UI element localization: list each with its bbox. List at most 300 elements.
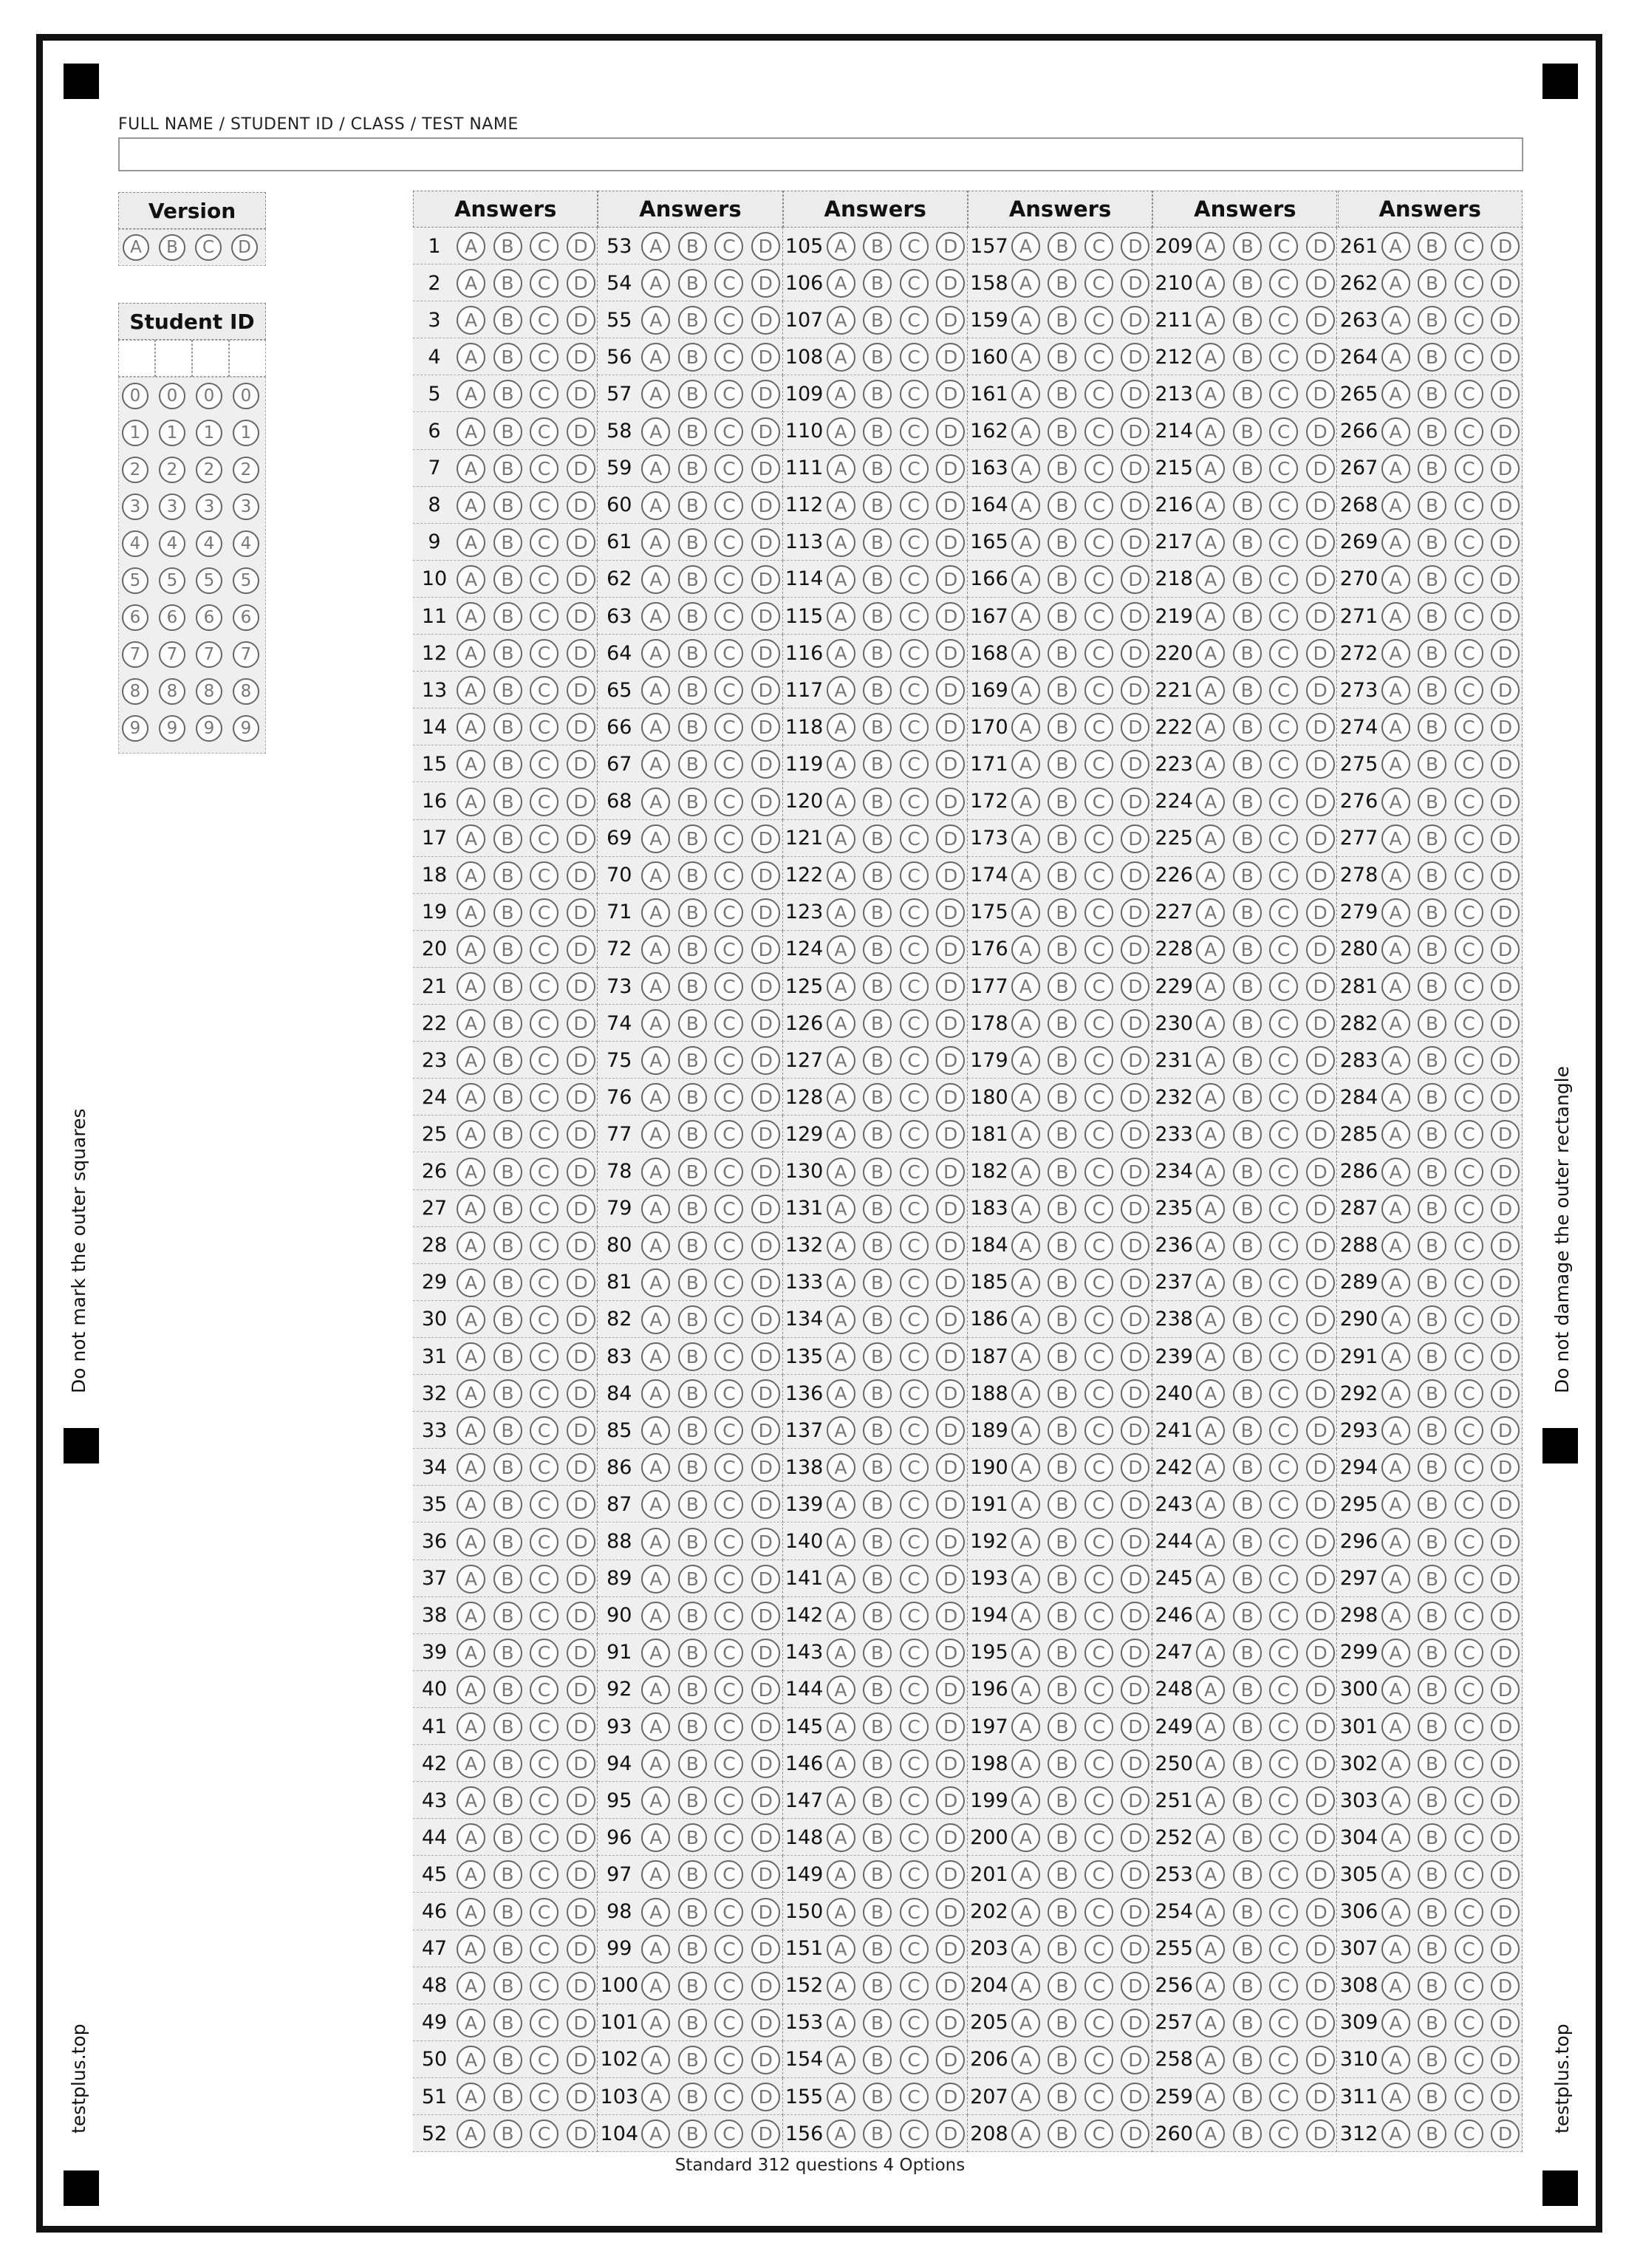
- answer-bubble-c[interactable]: C: [1084, 1786, 1113, 1815]
- answer-bubble-d[interactable]: D: [936, 1268, 965, 1297]
- answer-bubble-b[interactable]: B: [1233, 269, 1262, 298]
- answer-bubble-d[interactable]: D: [1121, 639, 1149, 668]
- answer-bubble-c[interactable]: C: [1455, 1453, 1483, 1482]
- answer-bubble-c[interactable]: C: [1455, 1379, 1483, 1408]
- answer-bubble-d[interactable]: D: [567, 788, 595, 816]
- answer-bubble-a[interactable]: A: [1381, 1528, 1410, 1557]
- answer-bubble-c[interactable]: C: [1269, 232, 1298, 261]
- answer-bubble-a[interactable]: A: [1196, 824, 1225, 853]
- answer-bubble-a[interactable]: A: [1196, 1676, 1225, 1704]
- answer-bubble-d[interactable]: D: [1121, 528, 1149, 557]
- answer-bubble-c[interactable]: C: [714, 1009, 743, 1038]
- answer-bubble-a[interactable]: A: [827, 1935, 855, 1964]
- answer-bubble-c[interactable]: C: [530, 1639, 558, 1667]
- answer-bubble-b[interactable]: B: [863, 1898, 892, 1927]
- answer-bubble-a[interactable]: A: [1011, 898, 1040, 927]
- answer-bubble-c[interactable]: C: [1084, 1305, 1113, 1334]
- answer-bubble-a[interactable]: A: [827, 2009, 855, 2038]
- answer-bubble-d[interactable]: D: [1491, 269, 1520, 298]
- answer-bubble-a[interactable]: A: [641, 1898, 670, 1927]
- answer-bubble-c[interactable]: C: [900, 1712, 929, 1741]
- student-id-bubble[interactable]: 4: [159, 530, 185, 557]
- answer-bubble-a[interactable]: A: [641, 676, 670, 705]
- answer-bubble-b[interactable]: B: [678, 1305, 707, 1334]
- answer-bubble-c[interactable]: C: [714, 676, 743, 705]
- answer-bubble-a[interactable]: A: [457, 343, 485, 372]
- answer-bubble-c[interactable]: C: [1269, 2120, 1298, 2148]
- answer-bubble-b[interactable]: B: [1233, 343, 1262, 372]
- answer-bubble-a[interactable]: A: [1196, 1565, 1225, 1594]
- answer-bubble-b[interactable]: B: [1233, 1823, 1262, 1852]
- answer-bubble-b[interactable]: B: [678, 1083, 707, 1112]
- answer-bubble-b[interactable]: B: [678, 1416, 707, 1445]
- answer-bubble-c[interactable]: C: [900, 1602, 929, 1630]
- answer-bubble-d[interactable]: D: [1306, 2009, 1335, 2038]
- answer-bubble-a[interactable]: A: [1011, 269, 1040, 298]
- answer-bubble-a[interactable]: A: [1196, 1823, 1225, 1852]
- answer-bubble-b[interactable]: B: [1048, 380, 1076, 409]
- answer-bubble-b[interactable]: B: [863, 528, 892, 557]
- answer-bubble-b[interactable]: B: [678, 1602, 707, 1630]
- answer-bubble-d[interactable]: D: [1306, 1232, 1335, 1260]
- answer-bubble-c[interactable]: C: [900, 676, 929, 705]
- answer-bubble-c[interactable]: C: [900, 2120, 929, 2148]
- answer-bubble-a[interactable]: A: [457, 232, 485, 261]
- answer-bubble-b[interactable]: B: [1418, 1379, 1446, 1408]
- answer-bubble-b[interactable]: B: [1048, 1158, 1076, 1186]
- answer-bubble-a[interactable]: A: [641, 1120, 670, 1149]
- answer-bubble-d[interactable]: D: [1491, 2009, 1520, 2038]
- answer-bubble-b[interactable]: B: [1233, 1972, 1262, 2001]
- answer-bubble-a[interactable]: A: [1381, 454, 1410, 483]
- answer-bubble-a[interactable]: A: [1196, 788, 1225, 816]
- answer-bubble-a[interactable]: A: [1011, 1565, 1040, 1594]
- answer-bubble-d[interactable]: D: [567, 824, 595, 853]
- answer-bubble-d[interactable]: D: [1121, 935, 1149, 964]
- answer-bubble-a[interactable]: A: [827, 528, 855, 557]
- answer-bubble-c[interactable]: C: [1455, 417, 1483, 446]
- answer-bubble-a[interactable]: A: [827, 454, 855, 483]
- answer-bubble-c[interactable]: C: [530, 2083, 558, 2111]
- answer-bubble-a[interactable]: A: [1196, 1528, 1225, 1557]
- answer-bubble-c[interactable]: C: [1455, 1083, 1483, 1112]
- answer-bubble-a[interactable]: A: [1011, 750, 1040, 779]
- answer-bubble-b[interactable]: B: [863, 1268, 892, 1297]
- answer-bubble-b[interactable]: B: [1418, 2046, 1446, 2074]
- answer-bubble-b[interactable]: B: [863, 750, 892, 779]
- answer-bubble-b[interactable]: B: [863, 232, 892, 261]
- answer-bubble-d[interactable]: D: [1121, 269, 1149, 298]
- answer-bubble-c[interactable]: C: [1084, 1565, 1113, 1594]
- answer-bubble-a[interactable]: A: [827, 1453, 855, 1482]
- answer-bubble-a[interactable]: A: [457, 1490, 485, 1519]
- answer-bubble-c[interactable]: C: [1269, 306, 1298, 335]
- answer-bubble-c[interactable]: C: [900, 1565, 929, 1594]
- answer-bubble-c[interactable]: C: [900, 1528, 929, 1557]
- answer-bubble-c[interactable]: C: [900, 1305, 929, 1334]
- answer-bubble-a[interactable]: A: [457, 528, 485, 557]
- answer-bubble-b[interactable]: B: [1233, 713, 1262, 742]
- answer-bubble-a[interactable]: A: [1011, 2120, 1040, 2148]
- answer-bubble-b[interactable]: B: [1418, 232, 1446, 261]
- answer-bubble-a[interactable]: A: [1196, 602, 1225, 631]
- answer-bubble-a[interactable]: A: [457, 935, 485, 964]
- answer-bubble-b[interactable]: B: [1048, 1232, 1076, 1260]
- answer-bubble-a[interactable]: A: [827, 1490, 855, 1519]
- answer-bubble-b[interactable]: B: [1418, 1935, 1446, 1964]
- answer-bubble-d[interactable]: D: [1306, 1935, 1335, 1964]
- answer-bubble-b[interactable]: B: [493, 2009, 522, 2038]
- answer-bubble-d[interactable]: D: [1306, 1860, 1335, 1889]
- student-id-write-box[interactable]: [229, 340, 266, 377]
- student-id-write-box[interactable]: [155, 340, 192, 377]
- answer-bubble-b[interactable]: B: [1233, 1268, 1262, 1297]
- answer-bubble-d[interactable]: D: [1121, 1416, 1149, 1445]
- answer-bubble-b[interactable]: B: [863, 935, 892, 964]
- answer-bubble-c[interactable]: C: [1269, 935, 1298, 964]
- answer-bubble-d[interactable]: D: [1306, 1195, 1335, 1223]
- answer-bubble-c[interactable]: C: [1084, 1046, 1113, 1075]
- answer-bubble-a[interactable]: A: [827, 380, 855, 409]
- answer-bubble-b[interactable]: B: [678, 1898, 707, 1927]
- answer-bubble-c[interactable]: C: [530, 713, 558, 742]
- answer-bubble-a[interactable]: A: [1011, 491, 1040, 520]
- answer-bubble-d[interactable]: D: [936, 1528, 965, 1557]
- answer-bubble-d[interactable]: D: [1306, 750, 1335, 779]
- answer-bubble-c[interactable]: C: [900, 343, 929, 372]
- answer-bubble-b[interactable]: B: [493, 380, 522, 409]
- answer-bubble-c[interactable]: C: [1455, 232, 1483, 261]
- answer-bubble-d[interactable]: D: [1121, 1490, 1149, 1519]
- answer-bubble-c[interactable]: C: [1455, 1232, 1483, 1260]
- answer-bubble-b[interactable]: B: [1233, 1602, 1262, 1630]
- answer-bubble-c[interactable]: C: [1455, 935, 1483, 964]
- answer-bubble-c[interactable]: C: [1455, 1860, 1483, 1889]
- answer-bubble-c[interactable]: C: [1455, 1712, 1483, 1741]
- answer-bubble-c[interactable]: C: [1084, 935, 1113, 964]
- answer-bubble-b[interactable]: B: [1233, 1305, 1262, 1334]
- answer-bubble-c[interactable]: C: [900, 1232, 929, 1260]
- answer-bubble-b[interactable]: B: [863, 343, 892, 372]
- answer-bubble-b[interactable]: B: [1418, 1749, 1446, 1778]
- answer-bubble-a[interactable]: A: [1196, 2009, 1225, 2038]
- answer-bubble-a[interactable]: A: [1381, 1046, 1410, 1075]
- student-id-bubble[interactable]: 6: [159, 604, 185, 631]
- answer-bubble-a[interactable]: A: [1381, 750, 1410, 779]
- answer-bubble-c[interactable]: C: [714, 1860, 743, 1889]
- answer-bubble-b[interactable]: B: [1233, 1046, 1262, 1075]
- answer-bubble-b[interactable]: B: [1418, 1490, 1446, 1519]
- answer-bubble-d[interactable]: D: [1306, 1416, 1335, 1445]
- answer-bubble-c[interactable]: C: [530, 528, 558, 557]
- answer-bubble-d[interactable]: D: [1491, 565, 1520, 594]
- answer-bubble-a[interactable]: A: [1381, 380, 1410, 409]
- answer-bubble-d[interactable]: D: [567, 2120, 595, 2148]
- answer-bubble-a[interactable]: A: [827, 1823, 855, 1852]
- answer-bubble-c[interactable]: C: [1455, 2083, 1483, 2111]
- answer-bubble-b[interactable]: B: [493, 1639, 522, 1667]
- answer-bubble-c[interactable]: C: [1455, 1972, 1483, 2001]
- answer-bubble-c[interactable]: C: [1084, 824, 1113, 853]
- answer-bubble-c[interactable]: C: [530, 565, 558, 594]
- answer-bubble-a[interactable]: A: [641, 1602, 670, 1630]
- answer-bubble-b[interactable]: B: [1048, 898, 1076, 927]
- answer-bubble-d[interactable]: D: [936, 1083, 965, 1112]
- answer-bubble-c[interactable]: C: [900, 1416, 929, 1445]
- answer-bubble-d[interactable]: D: [751, 1083, 780, 1112]
- answer-bubble-d[interactable]: D: [751, 1305, 780, 1334]
- answer-bubble-b[interactable]: B: [863, 1935, 892, 1964]
- answer-bubble-c[interactable]: C: [530, 269, 558, 298]
- answer-bubble-c[interactable]: C: [1455, 491, 1483, 520]
- answer-bubble-a[interactable]: A: [827, 1083, 855, 1112]
- answer-bubble-d[interactable]: D: [1121, 2120, 1149, 2148]
- answer-bubble-d[interactable]: D: [567, 417, 595, 446]
- answer-bubble-a[interactable]: A: [457, 788, 485, 816]
- answer-bubble-d[interactable]: D: [751, 639, 780, 668]
- answer-bubble-d[interactable]: D: [1121, 1972, 1149, 2001]
- answer-bubble-b[interactable]: B: [678, 1639, 707, 1667]
- answer-bubble-c[interactable]: C: [1455, 1416, 1483, 1445]
- answer-bubble-a[interactable]: A: [1196, 1342, 1225, 1371]
- answer-bubble-d[interactable]: D: [1491, 1528, 1520, 1557]
- answer-bubble-a[interactable]: A: [641, 1935, 670, 1964]
- answer-bubble-d[interactable]: D: [751, 1676, 780, 1704]
- answer-bubble-a[interactable]: A: [457, 898, 485, 927]
- answer-bubble-b[interactable]: B: [1418, 972, 1446, 1001]
- answer-bubble-a[interactable]: A: [1381, 1786, 1410, 1815]
- answer-bubble-d[interactable]: D: [936, 269, 965, 298]
- answer-bubble-c[interactable]: C: [530, 1676, 558, 1704]
- answer-bubble-d[interactable]: D: [1306, 417, 1335, 446]
- answer-bubble-c[interactable]: C: [900, 1453, 929, 1482]
- answer-bubble-b[interactable]: B: [678, 1860, 707, 1889]
- answer-bubble-a[interactable]: A: [1196, 1453, 1225, 1482]
- answer-bubble-a[interactable]: A: [641, 417, 670, 446]
- answer-bubble-d[interactable]: D: [751, 1712, 780, 1741]
- answer-bubble-a[interactable]: A: [827, 1639, 855, 1667]
- answer-bubble-c[interactable]: C: [900, 713, 929, 742]
- answer-bubble-d[interactable]: D: [936, 1195, 965, 1223]
- answer-bubble-a[interactable]: A: [1196, 306, 1225, 335]
- student-id-bubble[interactable]: 8: [122, 678, 148, 705]
- answer-bubble-c[interactable]: C: [900, 491, 929, 520]
- answer-bubble-a[interactable]: A: [1011, 528, 1040, 557]
- answer-bubble-b[interactable]: B: [863, 1305, 892, 1334]
- answer-bubble-b[interactable]: B: [1418, 1786, 1446, 1815]
- answer-bubble-a[interactable]: A: [1381, 2120, 1410, 2148]
- answer-bubble-b[interactable]: B: [863, 1823, 892, 1852]
- answer-bubble-d[interactable]: D: [1491, 1972, 1520, 2001]
- answer-bubble-d[interactable]: D: [1306, 972, 1335, 1001]
- answer-bubble-d[interactable]: D: [1121, 232, 1149, 261]
- answer-bubble-b[interactable]: B: [1048, 2009, 1076, 2038]
- answer-bubble-b[interactable]: B: [493, 454, 522, 483]
- answer-bubble-a[interactable]: A: [1011, 639, 1040, 668]
- answer-bubble-d[interactable]: D: [1306, 1268, 1335, 1297]
- answer-bubble-b[interactable]: B: [1418, 1232, 1446, 1260]
- answer-bubble-c[interactable]: C: [1269, 1860, 1298, 1889]
- answer-bubble-b[interactable]: B: [1233, 1935, 1262, 1964]
- answer-bubble-b[interactable]: B: [863, 824, 892, 853]
- answer-bubble-d[interactable]: D: [1491, 935, 1520, 964]
- answer-bubble-d[interactable]: D: [1306, 1676, 1335, 1704]
- answer-bubble-b[interactable]: B: [863, 1009, 892, 1038]
- answer-bubble-a[interactable]: A: [641, 1823, 670, 1852]
- answer-bubble-d[interactable]: D: [751, 1602, 780, 1630]
- answer-bubble-b[interactable]: B: [678, 306, 707, 335]
- answer-bubble-a[interactable]: A: [641, 1083, 670, 1112]
- answer-bubble-d[interactable]: D: [567, 528, 595, 557]
- answer-bubble-c[interactable]: C: [1455, 639, 1483, 668]
- answer-bubble-c[interactable]: C: [1455, 1195, 1483, 1223]
- answer-bubble-a[interactable]: A: [1196, 1379, 1225, 1408]
- answer-bubble-d[interactable]: D: [751, 1639, 780, 1667]
- answer-bubble-c[interactable]: C: [714, 380, 743, 409]
- answer-bubble-b[interactable]: B: [1048, 1046, 1076, 1075]
- answer-bubble-a[interactable]: A: [1196, 639, 1225, 668]
- answer-bubble-d[interactable]: D: [751, 972, 780, 1001]
- answer-bubble-d[interactable]: D: [936, 343, 965, 372]
- answer-bubble-a[interactable]: A: [1196, 1232, 1225, 1260]
- answer-bubble-a[interactable]: A: [457, 454, 485, 483]
- answer-bubble-d[interactable]: D: [1121, 1009, 1149, 1038]
- answer-bubble-a[interactable]: A: [1011, 972, 1040, 1001]
- answer-bubble-c[interactable]: C: [1269, 1602, 1298, 1630]
- answer-bubble-a[interactable]: A: [457, 639, 485, 668]
- answer-bubble-c[interactable]: C: [1084, 1195, 1113, 1223]
- answer-bubble-d[interactable]: D: [1491, 1898, 1520, 1927]
- answer-bubble-c[interactable]: C: [714, 1528, 743, 1557]
- student-id-bubble[interactable]: 3: [159, 493, 185, 520]
- answer-bubble-d[interactable]: D: [936, 1860, 965, 1889]
- answer-bubble-d[interactable]: D: [1121, 1602, 1149, 1630]
- answer-bubble-d[interactable]: D: [1121, 1935, 1149, 1964]
- answer-bubble-b[interactable]: B: [678, 972, 707, 1001]
- answer-bubble-d[interactable]: D: [567, 1342, 595, 1371]
- answer-bubble-d[interactable]: D: [1306, 1602, 1335, 1630]
- answer-bubble-c[interactable]: C: [530, 1083, 558, 1112]
- answer-bubble-c[interactable]: C: [1269, 1712, 1298, 1741]
- answer-bubble-b[interactable]: B: [678, 1009, 707, 1038]
- answer-bubble-b[interactable]: B: [493, 1786, 522, 1815]
- answer-bubble-b[interactable]: B: [1418, 1046, 1446, 1075]
- answer-bubble-c[interactable]: C: [1455, 676, 1483, 705]
- answer-bubble-c[interactable]: C: [714, 1935, 743, 1964]
- answer-bubble-a[interactable]: A: [1381, 1416, 1410, 1445]
- answer-bubble-b[interactable]: B: [1048, 2083, 1076, 2111]
- answer-bubble-d[interactable]: D: [1121, 824, 1149, 853]
- answer-bubble-b[interactable]: B: [1048, 1490, 1076, 1519]
- answer-bubble-a[interactable]: A: [457, 602, 485, 631]
- answer-bubble-b[interactable]: B: [863, 2083, 892, 2111]
- answer-bubble-b[interactable]: B: [1418, 1009, 1446, 1038]
- answer-bubble-d[interactable]: D: [1121, 1232, 1149, 1260]
- answer-bubble-a[interactable]: A: [1381, 417, 1410, 446]
- answer-bubble-c[interactable]: C: [1269, 565, 1298, 594]
- answer-bubble-a[interactable]: A: [1196, 1749, 1225, 1778]
- answer-bubble-d[interactable]: D: [936, 1749, 965, 1778]
- answer-bubble-c[interactable]: C: [900, 861, 929, 890]
- answer-bubble-d[interactable]: D: [567, 2083, 595, 2111]
- answer-bubble-a[interactable]: A: [457, 269, 485, 298]
- answer-bubble-d[interactable]: D: [936, 1898, 965, 1927]
- answer-bubble-b[interactable]: B: [678, 1232, 707, 1260]
- answer-bubble-a[interactable]: A: [457, 1046, 485, 1075]
- answer-bubble-d[interactable]: D: [567, 1083, 595, 1112]
- answer-bubble-c[interactable]: C: [900, 269, 929, 298]
- answer-bubble-c[interactable]: C: [530, 1453, 558, 1482]
- answer-bubble-a[interactable]: A: [1011, 343, 1040, 372]
- answer-bubble-d[interactable]: D: [936, 232, 965, 261]
- answer-bubble-c[interactable]: C: [530, 1009, 558, 1038]
- answer-bubble-d[interactable]: D: [567, 602, 595, 631]
- answer-bubble-a[interactable]: A: [457, 1749, 485, 1778]
- answer-bubble-d[interactable]: D: [936, 565, 965, 594]
- answer-bubble-b[interactable]: B: [1048, 491, 1076, 520]
- answer-bubble-d[interactable]: D: [567, 972, 595, 1001]
- answer-bubble-d[interactable]: D: [751, 380, 780, 409]
- answer-bubble-b[interactable]: B: [1418, 935, 1446, 964]
- answer-bubble-b[interactable]: B: [1418, 1639, 1446, 1667]
- answer-bubble-d[interactable]: D: [936, 788, 965, 816]
- answer-bubble-d[interactable]: D: [567, 565, 595, 594]
- answer-bubble-b[interactable]: B: [1233, 602, 1262, 631]
- answer-bubble-a[interactable]: A: [1196, 454, 1225, 483]
- answer-bubble-a[interactable]: A: [1196, 1305, 1225, 1334]
- answer-bubble-b[interactable]: B: [1418, 788, 1446, 816]
- answer-bubble-c[interactable]: C: [714, 1972, 743, 2001]
- answer-bubble-a[interactable]: A: [457, 1898, 485, 1927]
- answer-bubble-b[interactable]: B: [493, 713, 522, 742]
- answer-bubble-a[interactable]: A: [1381, 1823, 1410, 1852]
- answer-bubble-d[interactable]: D: [936, 1490, 965, 1519]
- answer-bubble-a[interactable]: A: [1011, 1823, 1040, 1852]
- answer-bubble-c[interactable]: C: [530, 788, 558, 816]
- answer-bubble-c[interactable]: C: [900, 824, 929, 853]
- answer-bubble-b[interactable]: B: [1233, 750, 1262, 779]
- answer-bubble-c[interactable]: C: [1084, 528, 1113, 557]
- answer-bubble-c[interactable]: C: [1455, 380, 1483, 409]
- answer-bubble-a[interactable]: A: [1196, 565, 1225, 594]
- answer-bubble-b[interactable]: B: [1418, 1676, 1446, 1704]
- answer-bubble-b[interactable]: B: [678, 713, 707, 742]
- answer-bubble-a[interactable]: A: [827, 2083, 855, 2111]
- answer-bubble-a[interactable]: A: [457, 1786, 485, 1815]
- answer-bubble-d[interactable]: D: [1491, 1602, 1520, 1630]
- answer-bubble-b[interactable]: B: [863, 1972, 892, 2001]
- answer-bubble-c[interactable]: C: [714, 306, 743, 335]
- answer-bubble-b[interactable]: B: [1233, 1232, 1262, 1260]
- answer-bubble-a[interactable]: A: [1196, 1046, 1225, 1075]
- answer-bubble-b[interactable]: B: [863, 1676, 892, 1704]
- answer-bubble-c[interactable]: C: [1269, 269, 1298, 298]
- answer-bubble-d[interactable]: D: [936, 676, 965, 705]
- answer-bubble-b[interactable]: B: [1418, 1268, 1446, 1297]
- answer-bubble-b[interactable]: B: [863, 2009, 892, 2038]
- answer-bubble-a[interactable]: A: [457, 750, 485, 779]
- answer-bubble-a[interactable]: A: [457, 1823, 485, 1852]
- answer-bubble-a[interactable]: A: [1381, 2046, 1410, 2074]
- answer-bubble-c[interactable]: C: [1269, 491, 1298, 520]
- answer-bubble-d[interactable]: D: [1491, 972, 1520, 1001]
- answer-bubble-d[interactable]: D: [751, 1823, 780, 1852]
- answer-bubble-a[interactable]: A: [457, 1528, 485, 1557]
- answer-bubble-a[interactable]: A: [1011, 565, 1040, 594]
- answer-bubble-c[interactable]: C: [714, 750, 743, 779]
- answer-bubble-b[interactable]: B: [1233, 1676, 1262, 1704]
- answer-bubble-a[interactable]: A: [457, 1416, 485, 1445]
